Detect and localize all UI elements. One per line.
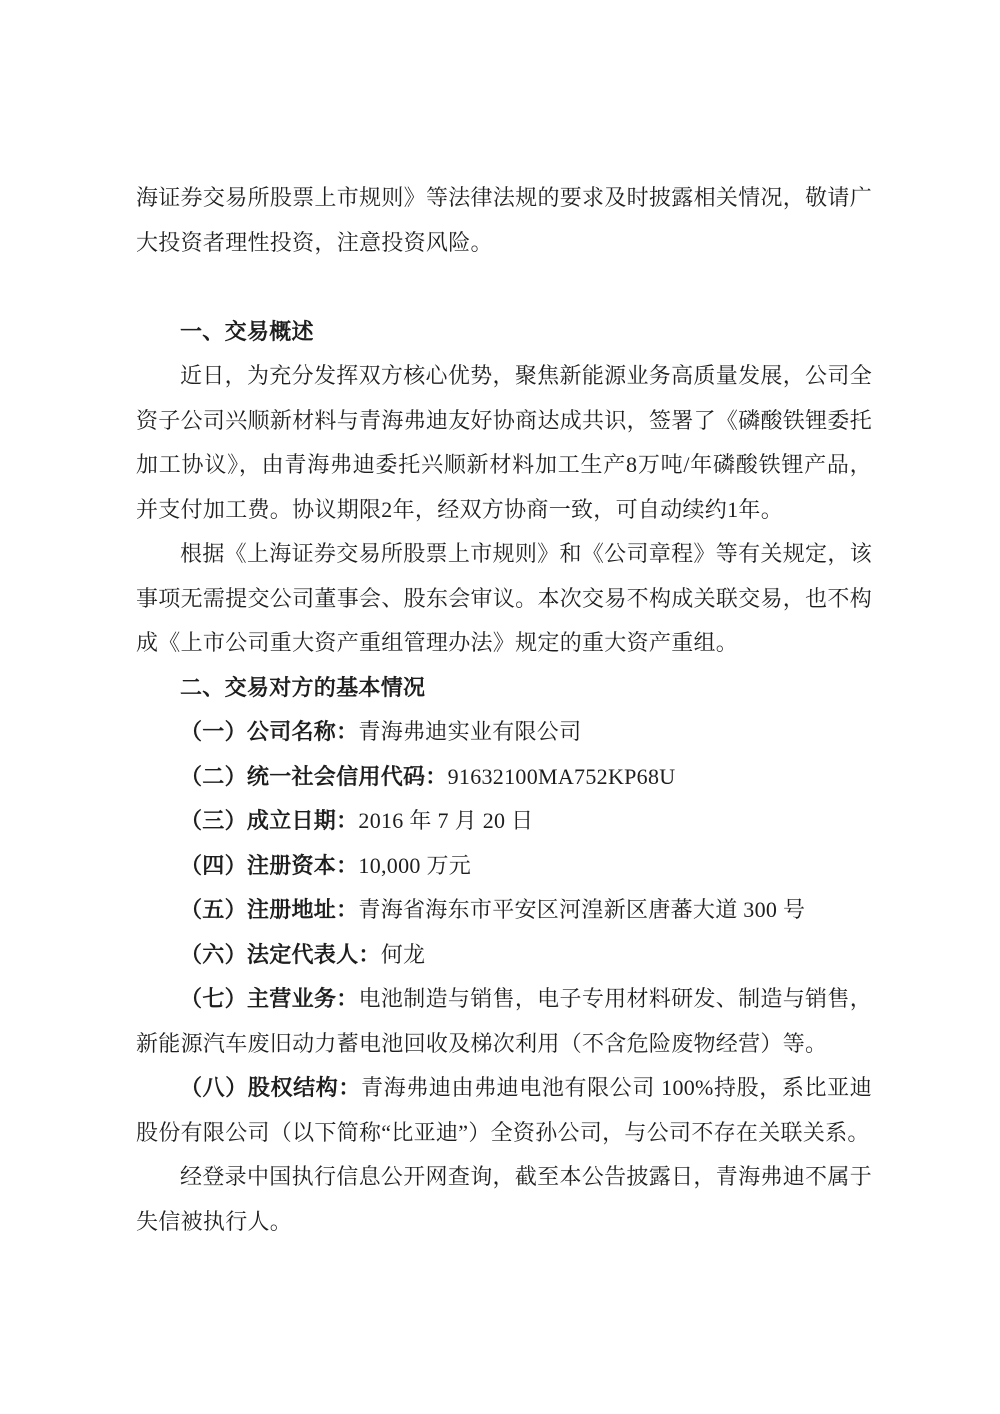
item-equity-structure xyxy=(136,1066,872,1155)
item-main-business-label: （七）主营业务： xyxy=(180,986,359,1011)
item-credit-code-value: 91632100MA752KP68U xyxy=(447,763,676,789)
item-equity-structure-value: 青海弗迪由弗迪电池有限公司 100%持股，系比亚迪股份有限公司（以下简称“比亚迪”）全资孙公司，与公司不存在关联关系。 xyxy=(136,1075,873,1145)
item-legal-representative-label: （六）法定代表人： xyxy=(180,941,381,967)
item-founding-date-label: （三）成立日期： xyxy=(180,808,359,833)
item-registered-capital-value: 10,000 万元 xyxy=(358,852,472,878)
section1-heading: 一、交易概述 xyxy=(180,318,314,344)
section2-closing-paragraph: 经登录中国执行信息公开网查询，截至本公告披露日，青海弗迪不属于失信被执行人。 xyxy=(136,1164,872,1234)
item-credit-code-label: （二）统一社会信用代码： xyxy=(180,763,448,789)
document-body xyxy=(136,176,872,1244)
item-credit-code xyxy=(136,755,872,800)
item-founding-date xyxy=(136,799,872,844)
item-main-business-value: 电池制造与销售，电子专用材料研发、制造与销售，新能源汽车废旧动力蓄电池回收及梯次利用（不含危险废物经营）等。 xyxy=(136,986,872,1056)
item-registered-address xyxy=(136,888,872,933)
section1-paragraph-1: 近日，为充分发挥双方核心优势，聚焦新能源业务高质量发展，公司全资子公司兴顺新材料与青海弗迪友好协商达成共识，签署了《磷酸铁锂委托加工协议》，由青海弗迪委托兴顺新材料加工生产8万吨/年磷酸铁锂产品，并支付加工费。协议期限2年，经双方协商一致，可自动续约1年。 xyxy=(136,363,872,522)
item-legal-representative-value: 何龙 xyxy=(380,941,426,967)
item-legal-representative xyxy=(136,933,872,978)
intro-continuation-paragraph: 海证券交易所股票上市规则》等法律法规的要求及时披露相关情况，敬请广大投资者理性投资，注意投资风险。 xyxy=(136,185,872,255)
item-registered-address-label: （五）注册地址： xyxy=(180,897,359,922)
item-registered-capital xyxy=(136,844,872,889)
item-company-name xyxy=(136,710,872,755)
item-main-business xyxy=(136,977,872,1066)
item-founding-date-value: 2016 年 7 月 20 日 xyxy=(358,808,534,833)
section1-paragraph-2: 根据《上海证券交易所股票上市规则》和《公司章程》等有关规定，该事项无需提交公司董事会、股东会审议。本次交易不构成关联交易，也不构成《上市公司重大资产重组管理办法》规定的重大资产重组。 xyxy=(136,541,872,655)
item-registered-address-value: 青海省海东市平安区河湟新区唐蕃大道 300 号 xyxy=(358,897,806,922)
item-company-name-label: （一）公司名称： xyxy=(180,719,359,744)
item-equity-structure-label: （八）股权结构： xyxy=(180,1075,361,1100)
section2-heading: 二、交易对方的基本情况 xyxy=(180,674,426,700)
item-company-name-value: 青海弗迪实业有限公司 xyxy=(358,719,582,744)
item-registered-capital-label: （四）注册资本： xyxy=(180,852,359,878)
